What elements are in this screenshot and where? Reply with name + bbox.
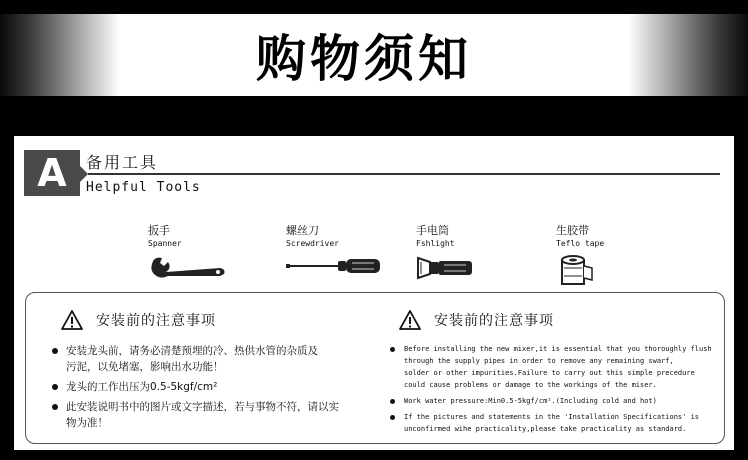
item-line: through the supply pipes in order to remove any remaining swarf, [404,357,674,365]
item-line: could cause problems or damage to the workings of the miser. [404,381,657,389]
item-line: 物为准！ [66,417,108,429]
notice-box [25,292,725,444]
instruction-panel [14,136,734,450]
notice-en-list [388,343,712,435]
bullet [390,399,395,404]
tool-label-cn: 生胶带 [556,224,589,237]
bullet [390,415,395,420]
notice-cn-column [50,307,370,435]
bullet [52,404,58,410]
tool-label-en: Spanner [148,239,182,248]
item-line: 污泥，以免堵塞，影响出水功能！ [66,361,224,373]
tool-label-cn: 扳手 [148,224,170,237]
item-line: 龙头的工作出压为0.5-5kgf/cm² [66,381,218,393]
bullet [52,348,58,354]
spanner-icon [148,254,228,284]
notice-title: 安装前的注意事项 [434,313,554,329]
tool-flashlight [416,222,526,282]
notice-title: 安装前的注意事项 [96,313,216,329]
list-item [388,343,712,391]
tool-label-cn: 手电筒 [416,224,449,237]
notice-en-column [388,307,712,439]
section-rule [88,173,720,175]
list-item [50,399,370,431]
bullet [390,347,395,352]
item-line: 安装龙头前，请务必清楚预埋的冷、热供水管的杂质及 [66,345,318,357]
warning-icon [60,309,84,331]
tool-label-en: Screwdriver [286,239,339,248]
list-item [388,411,708,435]
list-item [388,395,708,407]
banner-title: 购物须知 [256,30,472,88]
list-item [50,343,370,375]
notice-header [398,307,708,333]
tool-spanner [148,222,258,284]
item-line: unconfirmed wihe practicality,please take practicality as standard. [404,425,687,433]
flashlight-icon [416,254,476,282]
tape-icon [556,254,596,288]
tool-label-cn: 螺丝刀 [286,224,319,237]
item-line: Before installing the new mixer,it is essential that you thoroughly flush [404,345,712,353]
notice-header [60,307,370,333]
screwdriver-icon [286,254,382,278]
list-item [50,379,370,395]
bullet [52,384,58,390]
banner [0,14,748,96]
tool-screwdriver [286,222,396,278]
section-title-en: Helpful Tools [86,180,201,195]
item-line: 此安装说明书中的图片或文字描述，若与事物不符，请以实 [66,401,339,413]
tool-label-en: Fshlight [416,239,455,248]
item-line: solder or other impurities.Failure to carry out this simple precedure [404,369,695,377]
tool-tape [556,222,666,288]
section-title-cn: 备用工具 [86,153,159,172]
section-badge: A [24,150,80,196]
notice-cn-list [50,343,370,431]
item-line: If the pictures and statements in the 'Installation Specifications' is [404,413,700,421]
warning-icon [398,309,422,331]
item-line: Work water pressure:Min0.5-5kgf/cm².(Including cold and hot) [404,397,657,405]
tool-label-en: Teflo tape [556,239,605,248]
